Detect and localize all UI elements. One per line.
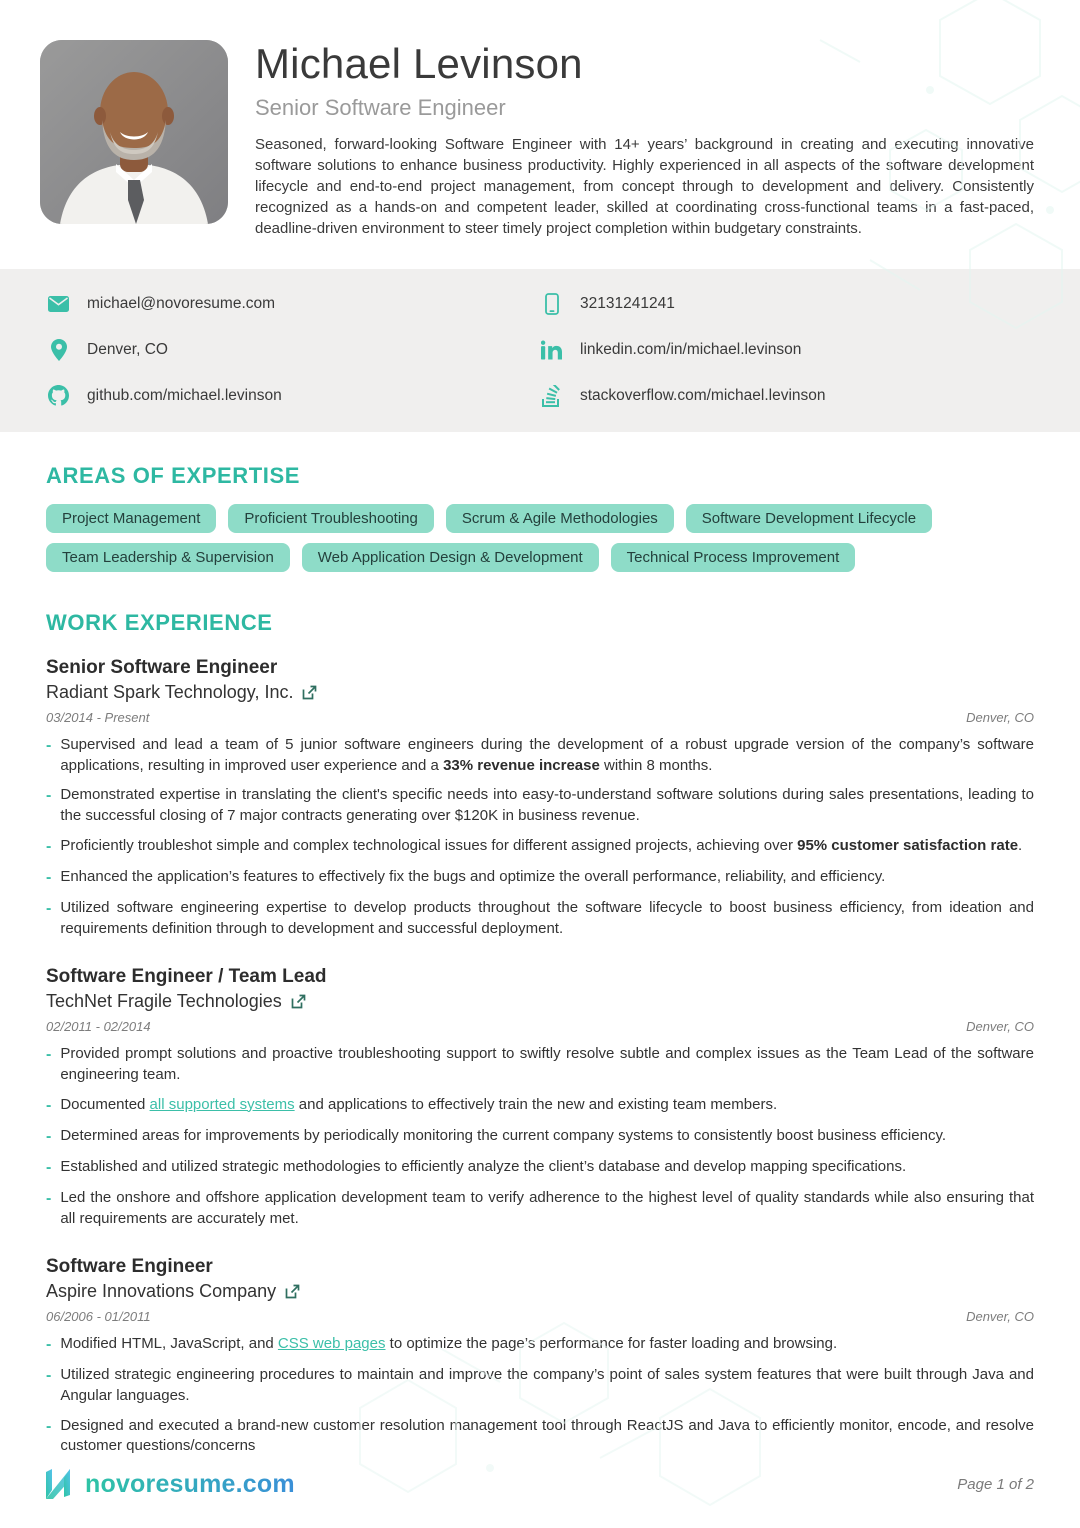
bullet-item	[46, 1126, 1034, 1148]
external-link-icon[interactable]	[291, 994, 306, 1009]
job-entry	[46, 1256, 1034, 1457]
job-meta	[46, 710, 1034, 725]
jobs-list	[46, 657, 1034, 1457]
contact-item-linkedin	[541, 339, 1034, 360]
bullet-text: Modified HTML, JavaScript, and CSS web pages to optimize the page’s performance for faster loading and browsing.	[60, 1335, 838, 1353]
job-headline: Senior Software Engineer	[255, 95, 506, 120]
github-icon	[48, 385, 69, 406]
bullet-dash: -	[46, 1096, 52, 1114]
job-bullets	[46, 1334, 1034, 1457]
bullet-dash: -	[46, 1158, 52, 1176]
bullet-dash: -	[46, 837, 52, 855]
bullet-text: Supervised and lead a team of 5 junior software engineers during the development of a robust upgrade version of the company’s software applications, resulting in improved user experience and a 33% revenue increase within 8 months.	[60, 736, 1034, 774]
job-company: Aspire Innovations Company	[46, 1281, 277, 1302]
bullet-dash: -	[46, 899, 52, 917]
bullet-item	[46, 1416, 1034, 1457]
job-entry	[46, 657, 1034, 939]
job-location: Denver, CO	[966, 1019, 1034, 1035]
bullet-item	[46, 1044, 1034, 1085]
bullet-item	[46, 1365, 1034, 1406]
job-bullets	[46, 735, 1034, 939]
contact-value: github.com/michael.levinson	[87, 386, 282, 404]
bullet-text: Enhanced the application’s features to effectively fix the bugs and optimize the overall performance, reliability, and efficiency.	[60, 867, 886, 885]
bullet-dash: -	[46, 1367, 52, 1385]
contact-item-email	[48, 293, 541, 314]
inline-link[interactable]: all supported systems	[149, 1095, 295, 1113]
bullet-dash: -	[46, 1127, 52, 1145]
expertise-heading: AREAS OF EXPERTISE	[46, 463, 301, 488]
job-company: TechNet Fragile Technologies	[46, 991, 282, 1012]
bullet-dash: -	[46, 868, 52, 886]
contact-item-location	[48, 339, 541, 360]
bullet-dash: -	[46, 1417, 52, 1435]
job-meta	[46, 1019, 1034, 1034]
location-icon	[48, 339, 69, 360]
job-title: Senior Software Engineer	[46, 657, 278, 678]
bullet-item	[46, 867, 1034, 889]
work-section	[0, 610, 1080, 1457]
bullet-text: Utilized strategic engineering procedures to maintain and improve the company’s point of sales system features that were built through Java and Angular languages.	[60, 1366, 1034, 1405]
skill-pill: Proficient Troubleshooting	[228, 504, 433, 533]
contact-value: 32131241241	[580, 294, 675, 312]
skill-pill: Project Management	[46, 504, 216, 533]
job-bullets	[46, 1044, 1034, 1229]
contact-band	[0, 269, 1080, 432]
bullet-text: Designed and executed a brand-new customer resolution management tool through ReactJS and Java to efficiently monitor, encode, and resolve customer questions/concerns	[60, 1416, 1034, 1455]
contact-value: Denver, CO	[87, 340, 168, 358]
job-company-row	[46, 991, 1034, 1012]
brand-name: novoresume.com	[85, 1469, 295, 1498]
bullet-item	[46, 1188, 1034, 1229]
bullet-item	[46, 785, 1034, 826]
skill-pill: Technical Process Improvement	[611, 543, 856, 572]
job-entry	[46, 966, 1034, 1229]
bullet-dash: -	[46, 1336, 52, 1354]
profile-summary: Seasoned, forward-looking Software Engineer with 14+ years’ background in creating and executing innovative software solutions to enhance business productivity. Highly experienced in all aspects of the software development lifecycle and end-to-end project management, from concept through to development and delivery. Consistently recognized as a hands-on and competent leader, skilled at coordinating cross-functional teams in a fast-paced, deadline-driven environment to steer timely project completion within budgetary constraints.	[255, 136, 1034, 237]
job-dates: 03/2014 - Present	[46, 710, 150, 725]
job-company-row	[46, 682, 1034, 703]
skill-pills	[46, 504, 1034, 572]
external-link-icon[interactable]	[285, 1284, 300, 1299]
job-title: Software Engineer	[46, 1256, 213, 1278]
page-title: Michael Levinson	[255, 40, 583, 87]
skill-pill: Software Development Lifecycle	[686, 504, 932, 533]
job-location: Denver, CO	[966, 1309, 1034, 1325]
bullet-item	[46, 735, 1034, 776]
bullet-dash: -	[46, 787, 52, 805]
header	[0, 0, 1080, 239]
bullet-text: Demonstrated expertise in translating the client's specific needs into easy-to-understand software solutions during sales presentations, leading to the successful closing of 7 major contracts generating over $120K in business revenue.	[60, 786, 1034, 825]
contact-item-github	[48, 385, 541, 406]
skill-pill: Team Leadership & Supervision	[46, 543, 290, 572]
novoresume-logo	[40, 1466, 295, 1502]
profile-photo-illustration	[40, 40, 228, 224]
phone-icon	[541, 293, 562, 314]
bullet-dash: -	[46, 1046, 52, 1064]
job-meta	[46, 1309, 1034, 1324]
contact-item-phone	[541, 293, 1034, 314]
bullet-item	[46, 1157, 1034, 1179]
contact-value: michael@novoresume.com	[87, 294, 276, 312]
novoresume-n-icon	[40, 1466, 76, 1502]
job-company: Radiant Spark Technology, Inc.	[46, 682, 294, 702]
bullet-text: Led the onshore and offshore application development team to verify adherence to the highest level of quality standards while also ensuring that all requirements are accurately met.	[60, 1188, 1034, 1227]
bullet-item	[46, 898, 1034, 939]
job-dates: 02/2011 - 02/2014	[46, 1019, 151, 1035]
bullet-dash: -	[46, 1189, 52, 1207]
job-title: Software Engineer / Team Lead	[46, 966, 327, 988]
external-link-icon[interactable]	[302, 685, 317, 700]
bullet-text: Determined areas for improvements by periodically monitoring the current company systems to consistently boost business efficiency.	[60, 1126, 947, 1144]
email-icon	[48, 293, 69, 314]
job-location: Denver, CO	[966, 710, 1034, 725]
skill-pill: Scrum & Agile Methodologies	[446, 504, 674, 533]
skill-pill: Web Application Design & Development	[302, 543, 599, 572]
profile-photo	[40, 40, 228, 224]
bullet-dash: -	[46, 737, 52, 754]
contact-value: stackoverflow.com/michael.levinson	[580, 386, 826, 404]
bullet-text: Established and utilized strategic methodologies to efficiently analyze the client’s database and develop mapping specifications.	[60, 1157, 907, 1175]
contact-value: linkedin.com/in/michael.levinson	[580, 340, 802, 358]
contact-grid	[0, 293, 1080, 406]
contact-item-stackoverflow	[541, 385, 1034, 406]
stackoverflow-icon	[541, 385, 562, 406]
bullet-text: Proficiently troubleshot simple and complex technological issues for different assigned projects, achieving over 95% customer satisfaction rate.	[60, 836, 1023, 854]
bullet-item	[46, 836, 1034, 858]
bullet-text: Provided prompt solutions and proactive troubleshooting support to swiftly resolve subtle and complex issues as the Team Lead of the software engineering team.	[60, 1045, 1034, 1083]
header-text	[255, 40, 1034, 239]
work-heading: WORK EXPERIENCE	[46, 610, 273, 635]
bullet-item	[46, 1095, 1034, 1117]
inline-link[interactable]: CSS web pages	[277, 1335, 386, 1353]
bullet-item	[46, 1334, 1034, 1356]
page-number: Page 1 of 2	[957, 1475, 1034, 1493]
job-dates: 06/2006 - 01/2011	[46, 1309, 151, 1325]
bullet-text: Documented all supported systems and applications to effectively train the new and existing team members.	[60, 1095, 778, 1113]
job-company-row	[46, 1281, 1034, 1302]
bullet-text: Utilized software engineering expertise to develop products throughout the software lifecycle to boost business efficiency, from ideation and requirements definition through to development and successful deployment.	[60, 898, 1034, 937]
linkedin-icon	[541, 339, 562, 360]
expertise-section	[0, 463, 1080, 572]
footer	[40, 1466, 1034, 1502]
